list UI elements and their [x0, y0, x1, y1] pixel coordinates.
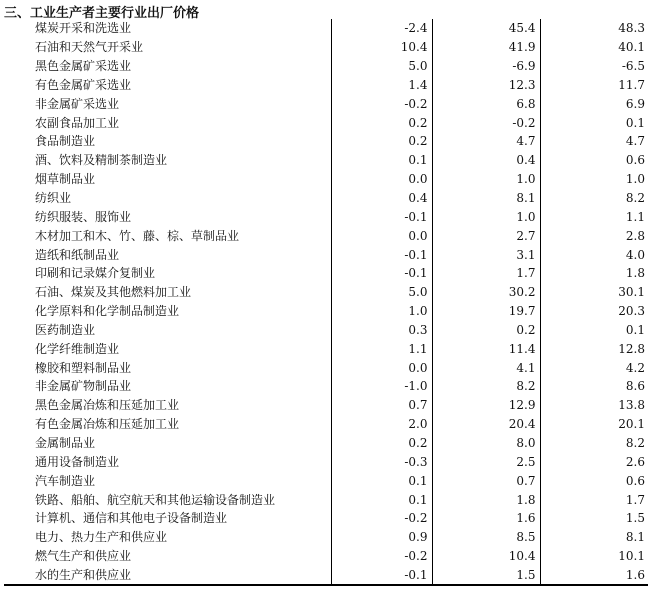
value-cell-3: 1.7: [625, 492, 645, 507]
value-cell-3: 1.8: [625, 266, 645, 281]
value-cell-1: 0.9: [331, 528, 432, 547]
value-cell-1: 1.1: [331, 339, 432, 358]
value-cell-2: 1.8: [432, 490, 540, 509]
industry-name-cell: 农副食品加工业: [4, 113, 331, 132]
value-cell-1: 0.2: [331, 113, 432, 132]
value-cell-1: 0.0: [331, 226, 432, 245]
value-cell-2: 8.1: [432, 189, 540, 208]
value-cell-3: 1.6: [625, 567, 645, 582]
industry-name-cell: 汽车制造业: [4, 471, 331, 490]
value-cell-3: 20.3: [618, 304, 645, 319]
value-cell-3: 1.0: [625, 172, 645, 187]
industry-name-cell: 石油和天然气开采业: [4, 38, 331, 57]
industry-name-cell: 水的生产和供应业: [4, 565, 331, 584]
value-cell-2: 0.4: [432, 151, 540, 170]
table-row: [4, 94, 648, 113]
value-cell-1: 0.4: [331, 189, 432, 208]
value-cell-1: -1.0: [331, 377, 432, 396]
value-cell-3: 30.1: [618, 285, 645, 300]
table-row: [4, 57, 648, 76]
value-cell-2: 3.1: [432, 245, 540, 264]
industry-name-cell: 纺织业: [4, 189, 331, 208]
table-row: [4, 283, 648, 302]
value-cell-3: 1.1: [625, 209, 645, 224]
industry-name-cell: 煤炭开采和洗选业: [4, 19, 331, 38]
value-cell-3: 0.6: [625, 473, 645, 488]
industry-name-cell: 计算机、通信和其他电子设备制造业: [4, 509, 331, 528]
value-cell-1: 0.7: [331, 396, 432, 415]
value-cell-2: 6.8: [432, 94, 540, 113]
bottom-rule: [4, 584, 648, 586]
table-row: [4, 189, 648, 208]
value-cell-2: 20.4: [432, 415, 540, 434]
table-row: [4, 358, 648, 377]
table-row: [4, 19, 648, 38]
value-cell-2: 0.2: [432, 321, 540, 340]
value-cell-1: -0.3: [331, 452, 432, 471]
industry-name-cell: 有色金属冶炼和压延加工业: [4, 415, 331, 434]
industry-name-cell: 酒、饮料及精制茶制造业: [4, 151, 331, 170]
industry-name-cell: 橡胶和塑料制品业: [4, 358, 331, 377]
value-cell-1: 5.0: [331, 283, 432, 302]
value-cell-3: 4.0: [625, 247, 645, 262]
value-cell-2: 1.5: [432, 565, 540, 584]
value-cell-1: 5.0: [331, 57, 432, 76]
value-cell-2: 8.5: [432, 528, 540, 547]
value-cell-3: 48.3: [618, 21, 645, 36]
table-row: [4, 528, 648, 547]
value-cell-2: 11.4: [432, 339, 540, 358]
industry-name-cell: 黑色金属矿采选业: [4, 57, 331, 76]
industry-name-cell: 金属制品业: [4, 434, 331, 453]
value-cell-2: 12.3: [432, 76, 540, 95]
value-cell-3: 0.1: [625, 322, 645, 337]
table-row: [4, 452, 648, 471]
table-row: [4, 490, 648, 509]
industry-name-cell: 通用设备制造业: [4, 452, 331, 471]
table-row: [4, 132, 648, 151]
industry-name-cell: 燃气生产和供应业: [4, 547, 331, 566]
table-row: [4, 207, 648, 226]
value-cell-3: 2.8: [625, 228, 645, 243]
value-cell-1: -0.1: [331, 264, 432, 283]
value-cell-2: 12.9: [432, 396, 540, 415]
industry-name-cell: 印刷和记录媒介复制业: [4, 264, 331, 283]
value-cell-3: 6.9: [625, 96, 645, 111]
industry-name-cell: 非金属矿采选业: [4, 94, 331, 113]
value-cell-1: -0.2: [331, 547, 432, 566]
value-cell-2: 4.1: [432, 358, 540, 377]
industry-name-cell: 非金属矿物制品业: [4, 377, 331, 396]
value-cell-1: -0.2: [331, 94, 432, 113]
value-cell-1: 0.0: [331, 358, 432, 377]
table-row: [4, 509, 648, 528]
industry-name-cell: 化学纤维制造业: [4, 339, 331, 358]
value-cell-2: 2.5: [432, 452, 540, 471]
value-cell-1: 2.0: [331, 415, 432, 434]
value-cell-2: 2.7: [432, 226, 540, 245]
table-row: [4, 547, 648, 566]
table-row: [4, 170, 648, 189]
value-cell-3: 4.2: [625, 360, 645, 375]
value-cell-1: 0.1: [331, 471, 432, 490]
table-row: [4, 565, 648, 584]
value-cell-3: 40.1: [618, 40, 645, 55]
value-cell-3: 12.8: [618, 341, 645, 356]
value-cell-2: 4.7: [432, 132, 540, 151]
industry-name-cell: 纺织服装、服饰业: [4, 207, 331, 226]
value-cell-3: 4.7: [625, 134, 645, 149]
industry-name-cell: 食品制造业: [4, 132, 331, 151]
value-cell-3: 8.6: [625, 379, 645, 394]
value-cell-2: 0.7: [432, 471, 540, 490]
industry-name-cell: 铁路、船舶、航空航天和其他运输设备制造业: [4, 490, 331, 509]
value-cell-3: 20.1: [618, 417, 645, 432]
value-cell-1: 0.2: [331, 132, 432, 151]
table-row: [4, 302, 648, 321]
value-cell-2: 41.9: [432, 38, 540, 57]
table-row: [4, 396, 648, 415]
value-cell-3: 8.1: [625, 530, 645, 545]
value-cell-2: -0.2: [432, 113, 540, 132]
industry-name-cell: 石油、煤炭及其他燃料加工业: [4, 283, 331, 302]
industry-name-cell: 医药制造业: [4, 321, 331, 340]
value-cell-3: 2.6: [625, 454, 645, 469]
table-row: [4, 339, 648, 358]
value-cell-2: 10.4: [432, 547, 540, 566]
industry-name-cell: 木材加工和木、竹、藤、棕、草制品业: [4, 226, 331, 245]
value-cell-2: 1.7: [432, 264, 540, 283]
industry-name-cell: 烟草制品业: [4, 170, 331, 189]
industry-name-cell: 化学原料和化学制品制造业: [4, 302, 331, 321]
table-row: [4, 245, 648, 264]
value-cell-2: 1.0: [432, 170, 540, 189]
value-cell-2: 45.4: [432, 19, 540, 38]
table-row: [4, 377, 648, 396]
value-cell-3: -6.5: [621, 59, 645, 74]
value-cell-3: 10.1: [618, 549, 645, 564]
industry-name-cell: 造纸和纸制品业: [4, 245, 331, 264]
table-row: [4, 151, 648, 170]
table-row: [4, 113, 648, 132]
value-cell-1: 0.1: [331, 151, 432, 170]
value-cell-1: 0.3: [331, 321, 432, 340]
table-row: [4, 226, 648, 245]
value-cell-2: 19.7: [432, 302, 540, 321]
price-table: [4, 19, 648, 584]
value-cell-1: -0.1: [331, 565, 432, 584]
value-cell-3: 8.2: [625, 191, 645, 206]
industry-name-cell: 黑色金属冶炼和压延加工业: [4, 396, 331, 415]
value-cell-2: 8.2: [432, 377, 540, 396]
value-cell-1: 1.4: [331, 76, 432, 95]
table-row: [4, 471, 648, 490]
value-cell-2: -6.9: [432, 57, 540, 76]
value-cell-3: 1.5: [625, 511, 645, 526]
value-cell-2: 30.2: [432, 283, 540, 302]
value-cell-1: 0.0: [331, 170, 432, 189]
value-cell-1: -2.4: [331, 19, 432, 38]
value-cell-1: 1.0: [331, 302, 432, 321]
value-cell-1: 0.2: [331, 434, 432, 453]
value-cell-1: -0.1: [331, 207, 432, 226]
table-row: [4, 415, 648, 434]
value-cell-1: 0.1: [331, 490, 432, 509]
value-cell-2: 1.6: [432, 509, 540, 528]
value-cell-1: -0.1: [331, 245, 432, 264]
value-cell-3: 13.8: [618, 398, 645, 413]
value-cell-2: 8.0: [432, 434, 540, 453]
industry-name-cell: 电力、热力生产和供应业: [4, 528, 331, 547]
value-cell-3: 8.2: [625, 435, 645, 450]
table-row: [4, 321, 648, 340]
value-cell-2: 1.0: [432, 207, 540, 226]
table-row: [4, 264, 648, 283]
table-row: [4, 434, 648, 453]
table-row: [4, 38, 648, 57]
value-cell-3: 0.6: [625, 153, 645, 168]
price-table-body: [4, 19, 648, 584]
value-cell-1: -0.2: [331, 509, 432, 528]
value-cell-1: 10.4: [331, 38, 432, 57]
value-cell-3: 0.1: [625, 115, 645, 130]
table-row: [4, 76, 648, 95]
section-title: 三、工业生产者主要行业出厂价格: [4, 6, 200, 21]
industry-name-cell: 有色金属矿采选业: [4, 76, 331, 95]
value-cell-3: 11.7: [618, 77, 645, 92]
